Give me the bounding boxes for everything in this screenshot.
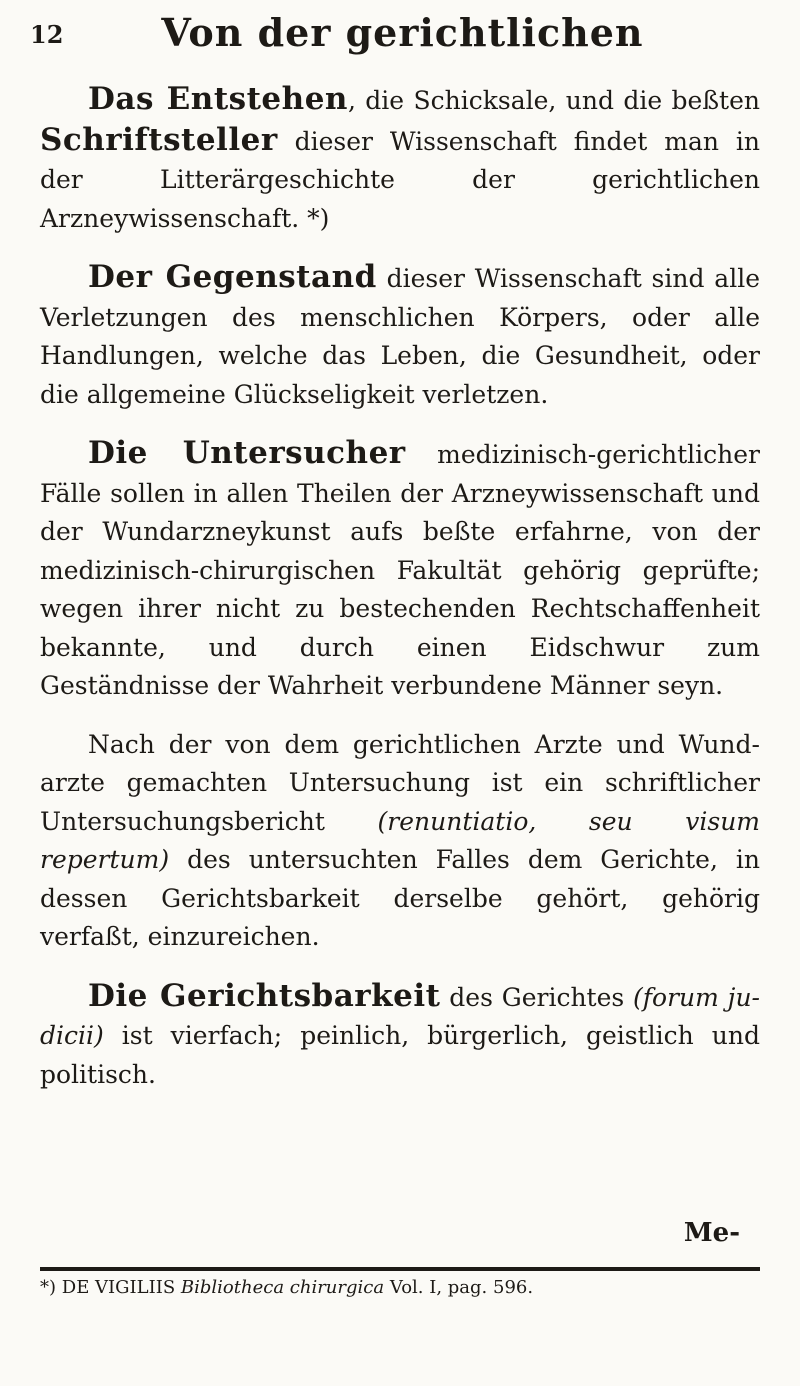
catchword: Me- [683, 1218, 740, 1248]
footnote-author: DE VIGILIIS [61, 1277, 176, 1298]
footnote-rule [40, 1267, 760, 1271]
latin-phrase: (forum judicii) [40, 982, 760, 1050]
term-gegenstand: Der Gegenstand [88, 259, 377, 295]
paragraph-text: des untersuchten Falles dem Gerichte, in dessen Gerichtsbarkeit derselbe gehört, gehörig verfaßt, einzureichen. [40, 845, 760, 951]
footnote-marker: *) [40, 1277, 57, 1298]
paragraph-jurisdiction [40, 977, 760, 1095]
latin-phrase: (renuntiatio, seu visum repertum) [40, 806, 760, 874]
paragraph-subject [40, 258, 760, 414]
page-header [30, 8, 775, 58]
term-entstehen: Das Entstehen [88, 81, 348, 117]
term-gerichtsbarkeit: Die Gerichtsbarkeit [88, 977, 441, 1014]
paragraph-text: Nach der von dem gerichtlichen Arzte und Wundarzte gemachten Untersuchung ist ein schriftlicher Untersuchungsbericht [40, 729, 760, 836]
paragraph-text: dieser Wissenschaft findet man in der Litterärgeschichte der gerichtlichen Arzneywissenschaft. *) [40, 126, 760, 233]
paragraph-text: medizinisch-gerichtlicher Fälle sollen in allen Theilen der Arzneywissenschaft und der Wundarzneykunst aufs beßte erfahrne, von der medizinisch-chirurgischen Fakultät gehörig geprüfte; wegen ihrer nicht zu bestechenden Rechtschaffenheit bekannte, und durch einen Eidschwur zum Geständnisse der Wahrheit verbundene Männer seyn. [40, 440, 760, 700]
paragraph-origin [40, 80, 760, 238]
paragraph-examiners [40, 434, 760, 706]
paragraph-text: dieser Wissenschaft sind alle Verletzungen des menschlichen Körpers, oder alle Handlungen, welche das Leben, die Gesundheit, oder die allgemeine Glückseligkeit verletzen. [40, 264, 760, 409]
term-schriftsteller: Schriftsteller [40, 121, 278, 158]
paragraph-text: , die Schicksale, und die beßten [347, 86, 760, 115]
body-text [40, 80, 760, 1114]
paragraph-report [40, 726, 760, 957]
footnote-ref: Vol. I, pag. 596. [389, 1277, 534, 1298]
term-untersucher: Die Untersucher [88, 435, 406, 471]
paragraph-text: ist vierfach; peinlich, bürgerlich, geistlich und politisch. [40, 1021, 760, 1089]
footnote-title: Bibliotheca chirurgica [180, 1277, 385, 1298]
running-head: Von der gerichtlichen [161, 10, 644, 55]
paragraph-text: des Gerichtes [440, 982, 634, 1012]
footnote [40, 1276, 760, 1300]
page-number: 12 [30, 20, 64, 49]
